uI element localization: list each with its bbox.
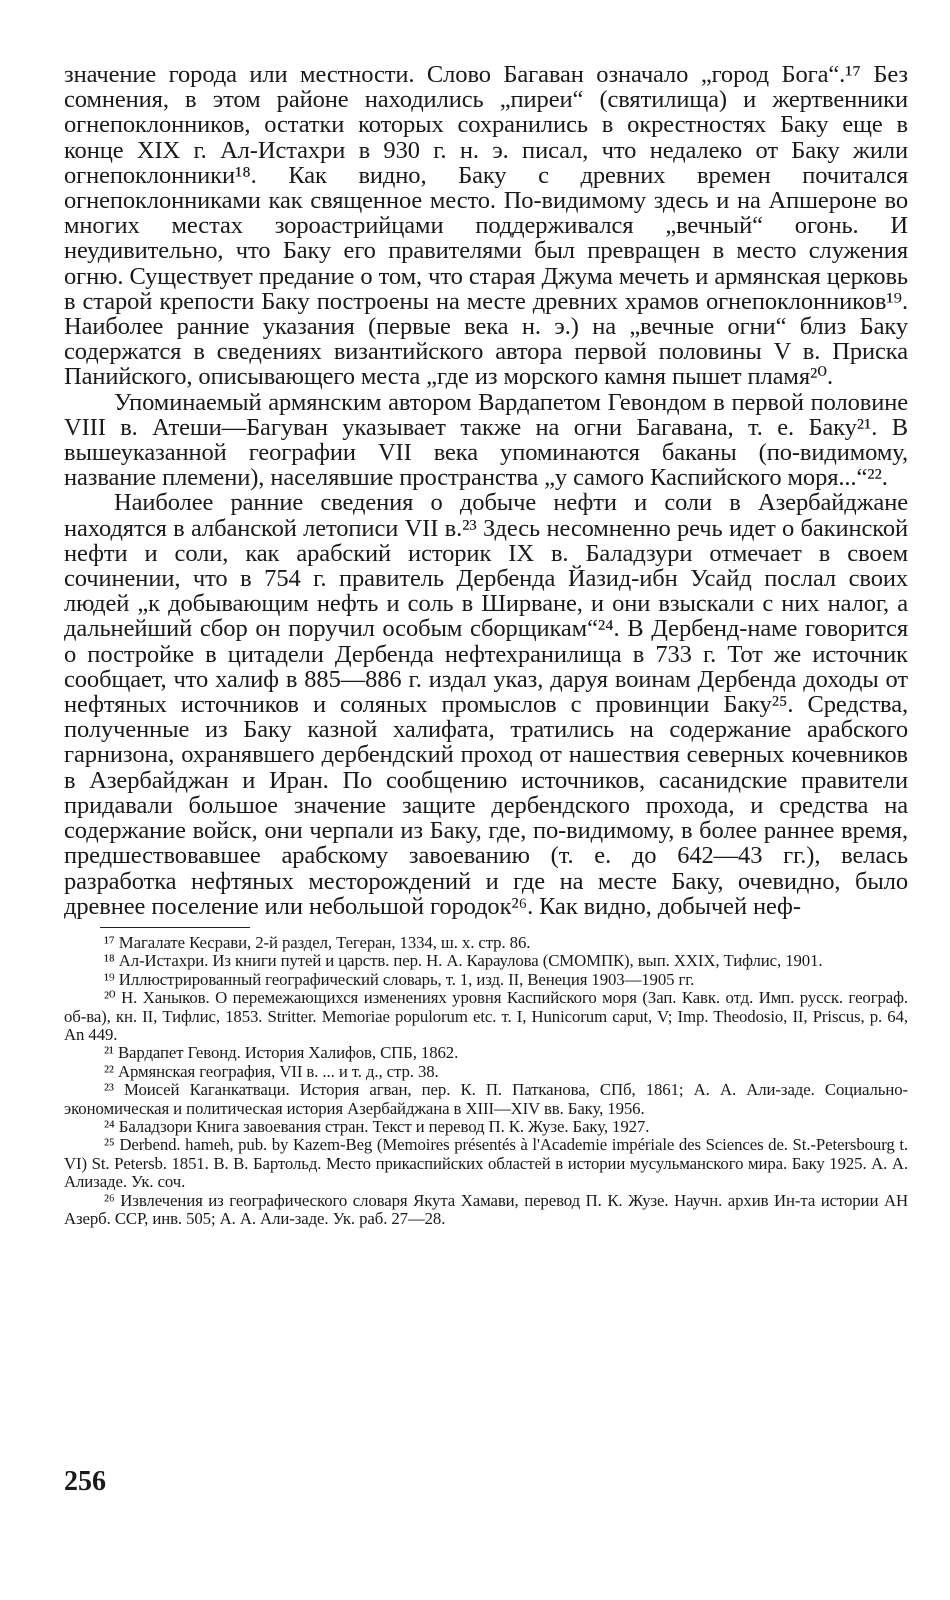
paragraph-3: Наиболее ранние сведения о добыче нефти и соли в Азербайджане находятся в албанской летописи VII в.²³ Здесь несомненно речь идет о бакинской нефти и соли, как арабский историк IX в. Баладзури отмечает в своем сочинении, что в 754 г. правитель Дербенда Йазид-ибн Усайд послал своих людей „к добывающим нефть и соль в Ширване, и они взыскали с них налог, а дальнейший сбор он поручил особым сборщикам“²⁴. В Дербенд-наме говорится о постройке в цитадели Дербенда нефтехранилища в 733 г. Тот же источник сообщает, что халиф в 885—886 г. издал указ, даруя воинам Дербенда доходы от нефтяных источников и соляных промыслов с провинции Баку²⁵. Средства, полученные из Баку казной халифата, тратились на содержание арабского гарнизона, охранявшего дербендский проход от нашествия северных кочевников в Азербайджан и Иран. По сообщению источников, сасанидские правители придавали большое значение защите дербендского прохода, и средства на содержание войск, они черпали из Баку, где, по-видимому, в более раннее время, предшествовавшее арабскому завоеванию (т. е. до 642—43 гг.), велась разработка нефтяных месторождений и где на месте Баку, очевидно, было древнее поселение или небольшой городок²⁶. Как видно, добычей неф-	[64, 489, 908, 920]
footnote-24: ²⁴ Баладзори Книга завоевания стран. Текст и перевод П. К. Жузе. Баку, 1927.	[104, 1116, 650, 1136]
footnote-25: ²⁵ Derbend. hameh, pub. by Kazem-Beg (Memoires présentés à l'Academie impériale des Sciences de. St.-Petersbourg t. VI) St. Petersb. 1851. В. В. Бартольд. Место прикаспийских областей в истории мусульманского мира. Баку 1925. А. А. Ализаде. Ук. соч.	[64, 1135, 908, 1192]
footnote-divider	[100, 927, 250, 928]
footnote-23: ²³ Моисей Каганкатваци. История агван, пер. К. П. Патканова, СПб, 1861; А. А. Али-заде. Социально-экономическая и политическая история Азербайджана в XIII—XIV вв. Баку, 1956.	[64, 1080, 908, 1118]
footnote-21: ²¹ Вардапет Гевонд. История Халифов, СПБ, 1862.	[104, 1043, 459, 1063]
main-text	[64, 62, 908, 919]
paragraph-1: значение города или местности. Слово Багаван означало „город Бога“.¹⁷ Без сомнения, в этом районе находились „пиреи“ (святилища) и жертвенники огнепоклонников, остатки которых сохранились в окрестностях Баку еще в конце XIX г. Ал-Истахри в 930 г. н. э. писал, что недалеко от Баку жили огнепоклонники¹⁸. Как видно, Баку с древних времен почитался огнепоклонниками как священное место. По-видимому здесь и на Апшероне во многих местах зороастрийцами поддерживался „вечный“ огонь. И неудивительно, что Баку его правителями был превращен в место служения огню. Существует предание о том, что старая Джума мечеть и армянская церковь в старой крепости Баку построены на месте древних храмов огнепоклонников¹⁹. Наиболее ранние указания (первые века н. э.) на „вечные огни“ близ Баку содержатся в сведениях византийского автора первой половины V в. Приска Панийского, описывающего места „где из морского камня пышет пламя²⁰.	[64, 61, 908, 391]
paragraph-2: Упоминаемый армянским автором Вардапетом Гевондом в первой половине VIII в. Атеши—Багуван указывает также на огни Багавана, т. е. Баку²¹. В вышеуказанной географии VII века упоминаются баканы (по-видимому, название племени), населявшие пространства „у самого Каспийского моря...“²².	[64, 388, 908, 492]
footnote-18: ¹⁸ Ал-Истахри. Из книги путей и царств. пер. Н. А. Караулова (СМОМПК), вып. XXIX, Тифлис, 1901.	[104, 951, 823, 971]
footnote-26: ²⁶ Извлечения из географического словаря Якута Хамави, перевод П. К. Жузе. Научн. архив Ин-та истории АН Азерб. ССР, инв. 505; А. А. Али-заде. Ук. раб. 27—28.	[64, 1190, 908, 1228]
footnote-20: ²⁰ Н. Ханыков. О перемежающихся изменениях уровня Каспийского моря (Зап. Кавк. отд. Имп. русск. географ. об-ва), кн. II, Тифлис, 1853. Stritter. Memoriae populorum etc. т. I, Hunicorum caput, V; Imp. Theodosio, II, Priscus, p. 64, An 449.	[64, 988, 908, 1044]
footnotes	[64, 934, 908, 1229]
footnote-17: ¹⁷ Магалате Кесрави, 2-й раздел, Тегеран, 1334, ш. х. стр. 86.	[104, 932, 531, 952]
footnote-19: ¹⁹ Иллюстрированный географический словарь, т. 1, изд. II, Венеция 1903—1905 гг.	[104, 969, 695, 989]
footnote-22: ²² Армянская география, VII в. ... и т. д., стр. 38.	[104, 1061, 439, 1081]
page-number: 256	[64, 1466, 106, 1497]
